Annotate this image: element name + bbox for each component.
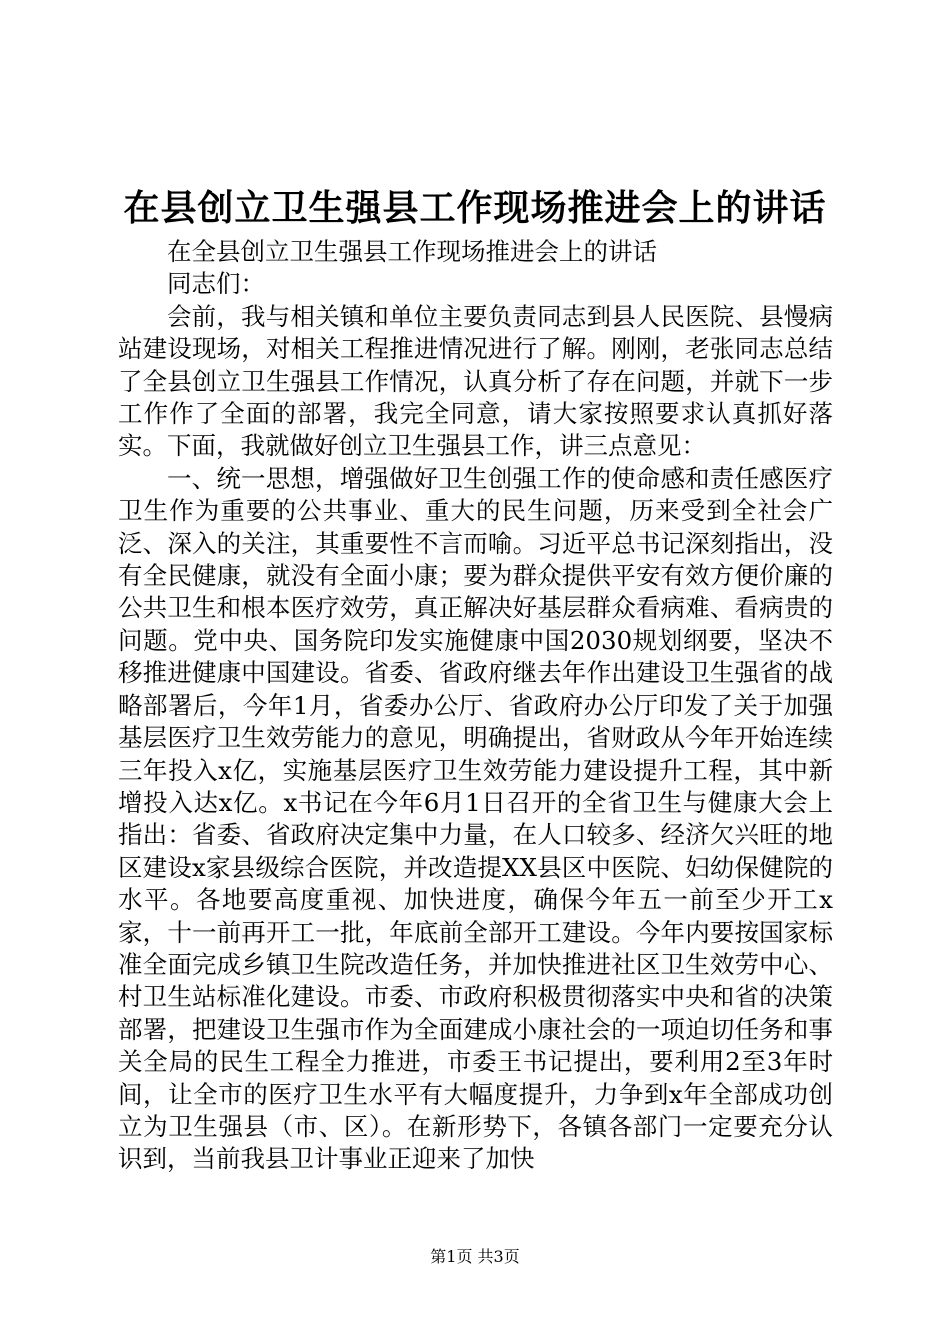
page-footer: 第1页 共3页 [430,1247,520,1266]
section-one-paragraph: 一、统一思想，增强做好卫生创强工作的使命感和责任感医疗卫生作为重要的公共事业、重大的民生问题，历来受到全社会广泛、深入的关注，其重要性不言而喻。习近平总书记深刻指出，没有全民健康，就没有全面小康；要为群众提供平安有效方便价廉的公共卫生和根本医疗效劳，真正解决好基层群众看病难、看病贵的问题。党中央、国务院印发实施健康中国2030规划纲要，坚决不移推进健康中国建设。省委、省政府继去年作出建设卫生强省的战略部署后，今年1月，省委办公厅、省政府办公厅印发了关于加强基层医疗卫生效劳能力的意见，明确提出，省财政从今年开始连续三年投入x亿，实施基层医疗卫生效劳能力建设提升工程，其中新增投入达x亿。x书记在今年6月1日召开的全省卫生与健康大会上指出：省委、省政府决定集中力量，在人口较多、经济欠兴旺的地区建设x家县级综合医院，并改造提XX县区中医院、妇幼保健院的水平。各地要高度重视、加快进度，确保今年五一前至少开工x家，十一前再开工一批，年底前全部开工建设。今年内要按国家标准全面完成乡镇卫生院改造任务，并加快推进社区卫生效劳中心、村卫生站标准化建设。市委、市政府积极贯彻落实中央和省的决策部署，把建设卫生强市作为全面建成小康社会的一项迫切任务和事关全局的民生工程全力推进，市委王书记提出，要利用2至3年时间，让全市的医疗卫生水平有大幅度提升，力争到x年全部成功创立为卫生强县（市、区）。在新形势下，各镇各部门一定要充分认识到，当前我县卫计事业正迎来了加快 [118,463,833,1174]
intro-paragraph: 会前，我与相关镇和单位主要负责同志到县人民医院、县慢病站建设现场，对相关工程推进情况进行了解。刚刚，老张同志总结了全县创立卫生强县工作情况，认真分析了存在问题，并就下一步工作作了全面的部署，我完全同意，请大家按照要求认真抓好落实。下面，我就做好创立卫生强县工作，讲三点意见： [118,301,833,461]
document-body [118,236,833,1176]
document-title: 在县创立卫生强县工作现场推进会上的讲话 [123,187,827,229]
salutation-paragraph: 同志们： [167,269,265,299]
subtitle-paragraph: 在全县创立卫生强县工作现场推进会上的讲话 [167,237,657,266]
